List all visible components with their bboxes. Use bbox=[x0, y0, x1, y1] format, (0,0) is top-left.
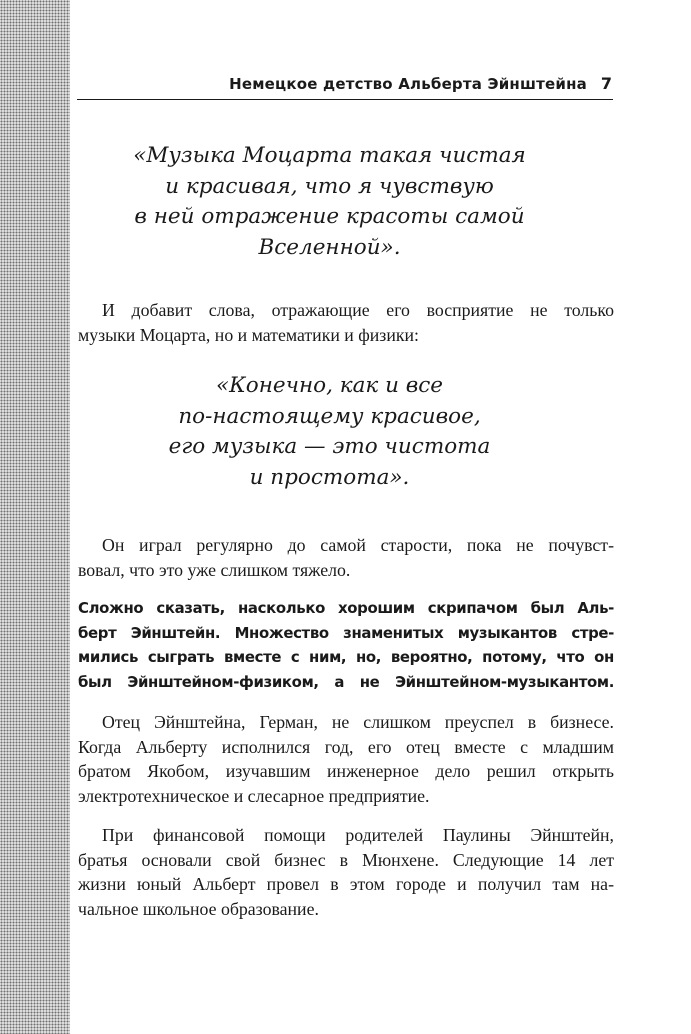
quote-line: в ней отражение красоты самой bbox=[134, 204, 525, 229]
text-line: Он играл регулярно до самой старости, пока не почувст- bbox=[102, 535, 614, 555]
quote-simplicity bbox=[77, 371, 582, 493]
paragraph-father-business bbox=[78, 710, 614, 809]
running-header bbox=[77, 73, 613, 100]
quote-line: «Конечно, как и все bbox=[215, 373, 444, 398]
text-line: братом Якобом, изучавшим инженерное дело решил открыть bbox=[78, 761, 614, 782]
text-line: мились сыграть вместе с ним, но, вероятно, потому, что он bbox=[78, 648, 614, 667]
text-line: братья основали свой бизнес в Мюнхене. Следующие 14 лет bbox=[78, 849, 614, 870]
page-number: 7 bbox=[600, 74, 612, 93]
text-line: При финансовой помощи родителей Паулины Эйнштейн, bbox=[102, 825, 614, 845]
chapter-title: Немецкое детство Альберта Эйнштейна bbox=[229, 75, 587, 93]
highlight-violinist bbox=[78, 596, 614, 695]
paragraph-munich bbox=[78, 823, 614, 922]
text-line: чальное школьное образование. bbox=[78, 899, 319, 920]
text-line: И добавит слова, отражающие его восприятие не только bbox=[102, 300, 614, 320]
text-line: Когда Альберту исполнился год, его отец вместе с младшим bbox=[78, 736, 614, 757]
quote-mozart-purity bbox=[77, 141, 582, 263]
quote-line: по-настоящему красивое, bbox=[178, 403, 481, 429]
text-line: Сложно сказать, насколько хорошим скрипачом был Аль- bbox=[78, 599, 614, 617]
text-line: музыки Моцарта, но и математики и физики: bbox=[78, 324, 419, 345]
quote-line: и простота». bbox=[249, 464, 410, 490]
halftone-margin-strip bbox=[0, 0, 70, 1034]
quote-line: Вселенной». bbox=[258, 234, 401, 260]
quote-line: и красивая, что я чувствую bbox=[165, 173, 494, 199]
text-line: Отец Эйнштейна, Герман, не слишком преуспел в бизнесе. bbox=[102, 712, 614, 732]
quote-line: «Музыка Моцарта такая чистая bbox=[133, 143, 526, 168]
text-line: электротехническое и слесарное предприятие. bbox=[78, 786, 430, 807]
text-line: был Эйнштейном-физиком, а не Эйнштейном-музыкантом. bbox=[78, 673, 614, 692]
quote-line: его музыка — это чистота bbox=[168, 434, 491, 459]
text-line: жизни юный Альберт провел в этом городе и получил там на- bbox=[78, 874, 614, 895]
paragraph-old-age bbox=[78, 533, 614, 582]
text-line: вовал, что это уже слишком тяжело. bbox=[78, 559, 351, 580]
text-line: берт Эйнштейн. Множество знаменитых музыкантов стре- bbox=[78, 623, 614, 642]
paragraph-perception bbox=[78, 298, 614, 347]
